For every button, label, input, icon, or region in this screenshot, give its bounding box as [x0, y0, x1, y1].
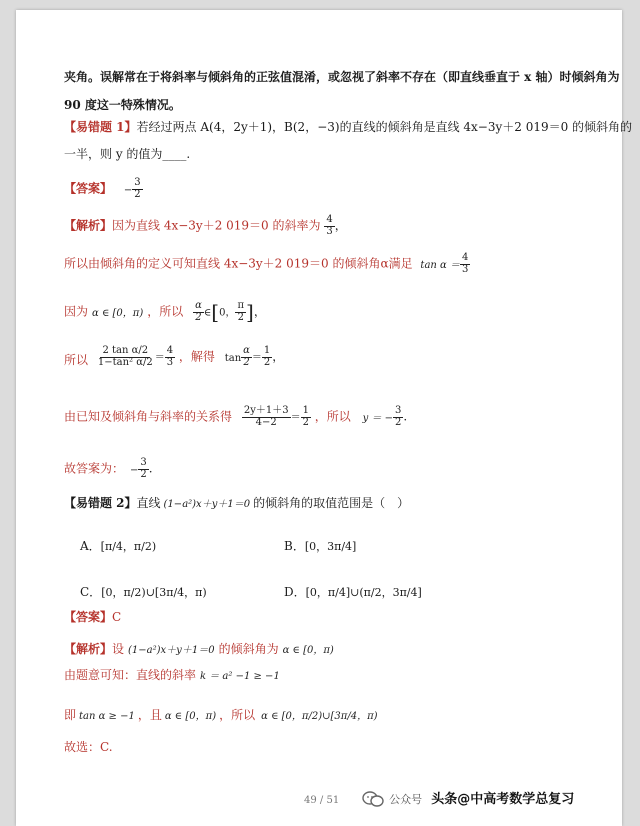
q1-analysis-line-2: 所以由倾斜角的定义可知直线 4x−3y＋2 019＝0 的倾斜角α满足 tan α ＝ $\frac{4}{3}$ [64, 252, 469, 275]
watermark [362, 788, 574, 808]
q1-text-2: 一半，则 y 的值为____. [64, 147, 191, 161]
page-number: 49 / 51 [304, 795, 340, 806]
q1-answer-sign: − [123, 184, 133, 196]
q1-conclusion: 故答案为： − $\frac{3}{2}$ . [64, 457, 153, 480]
q1-answer-fraction: $\frac{3}{2}$ [134, 177, 141, 200]
q2-option-d: D．[0，π/4]∪(π/2，3π/4] [284, 585, 422, 599]
wechat-label: 公众号 [389, 793, 423, 806]
q2-analysis-line-3: 即 tan α ≥ −1 ，且 α ∈ [0，π) ，所以 α ∈ [0，π/2)∪[3π/4，π) [64, 708, 378, 722]
q2-analysis-line-1: 【解析】设 (1−a²)x＋y＋1＝0 的倾斜角为 α ∈ [0，π) [64, 642, 334, 656]
q2-analysis-label: 【解析】 [64, 642, 113, 656]
q1-text-1: 若经过两点 A(4，2y＋1)，B(2，−3)的直线的倾斜角是直线 4x−3y＋2 019＝0 的倾斜角的 [136, 120, 633, 134]
q1-analysis-label: 【解析】 [64, 218, 113, 233]
q2-answer-value: C [112, 610, 122, 624]
q2-option-c: C．[0，π/2)∪[3π/4，π) [80, 585, 207, 599]
document-page [16, 10, 633, 826]
q1-line-1 [64, 118, 632, 135]
q1-answer-label: 【答案】 [64, 181, 113, 196]
q1-label: 【易错题 1】 [64, 120, 137, 134]
q2-answer-row [64, 608, 121, 625]
q1-analysis-line-1: 【解析】因为直线 4x−3y＋2 019＝0 的斜率为 $\frac{4}{3}$ ， [64, 214, 347, 237]
slope-fraction: $\frac{4}{3}$ [326, 214, 333, 237]
q2-option-b: B．[0，3π/4] [284, 539, 357, 553]
account-handle: @中高考数学总复习 [457, 792, 575, 807]
wechat-icon [362, 790, 384, 808]
q2-conclusion: 故选：C. [64, 740, 113, 754]
q2-answer-label: 【答案】 [64, 610, 113, 624]
q2-analysis-line-2: 由题意可知：直线的斜率 k ＝ a² −1 ≥ −1 [64, 668, 280, 682]
q1-answer-row [64, 178, 143, 200]
q1-analysis-line-5: 由已知及倾斜角与斜率的关系得 $\frac{2y+1+3}{4-2}$ ＝ $\frac{1}{2}$ ，所以 y ＝ − $\frac{3}{2}$ . [64, 405, 408, 428]
q1-analysis-line-3: 因为 α ∈ [0，π) ，所以 $\frac{\alpha}{2}$ ∈[0， $\frac{\pi}{2}$ ]， [64, 300, 266, 324]
intro-line-1: 夹角。误解常在于将斜率与倾斜角的正弦值混淆，或忽视了斜率不存在（即直线垂直于 x 轴）时倾斜角为 [64, 70, 620, 84]
q2-stem: 【易错题 2】直线 (1−a²)x＋y＋1＝0 的倾斜角的取值范围是（ ） [64, 496, 410, 510]
toutiao-label: 头条 [431, 792, 458, 807]
q1-analysis-line-4: 所以 $\frac{\text{2 tan α/2}}{\text{1−tan² α/2}}$ ＝ $\frac{4}{3}$ ，解得 tan $\frac{\alpha}{2}$ ＝ $\frac{1}{2}$ ， [64, 345, 285, 368]
q2-option-a: A．[π/4，π/2) [80, 539, 157, 553]
q2-label: 【易错题 2】 [64, 496, 137, 510]
intro-line-2: 90 度这一特殊情况。 [64, 98, 181, 112]
